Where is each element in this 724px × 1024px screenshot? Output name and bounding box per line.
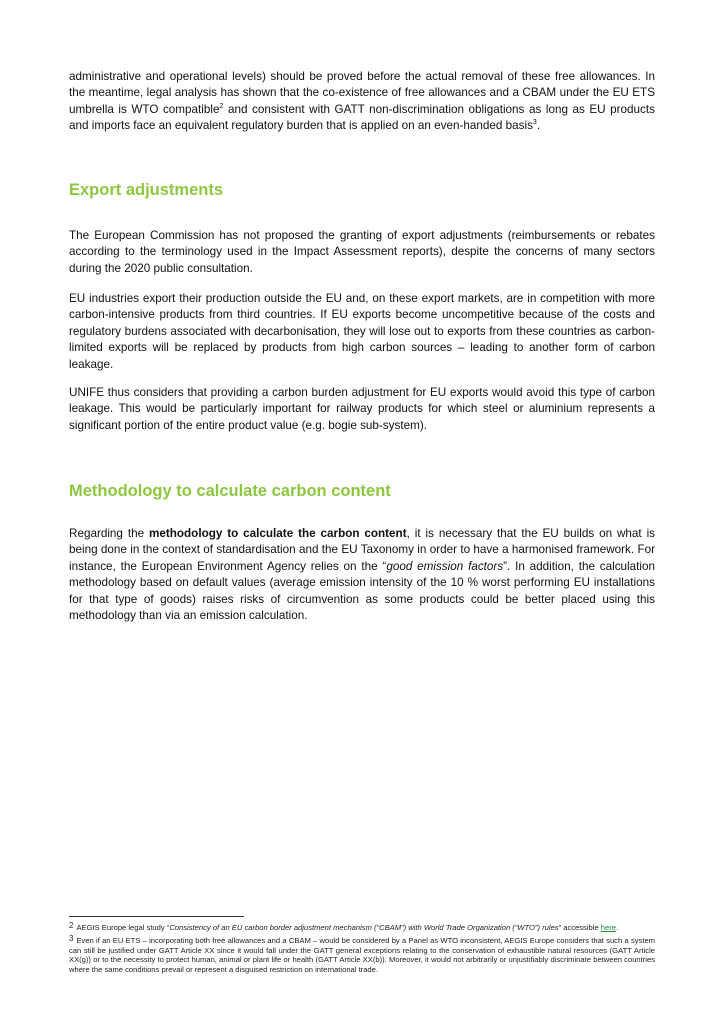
export-adjustments-heading: Export adjustments bbox=[69, 181, 224, 199]
footnote-2-number: 2 bbox=[69, 921, 74, 930]
intro-text-a: administrative and operational levels) should be proved before the actual removal of these free allowances. In the meantime, legal analysis has shown that the co-existence of free allowances and a CBAM under the EU ETS umbrella is WTO compatible bbox=[69, 70, 655, 116]
export-paragraph-2: EU industries export their production outside the EU and, on these export markets, are in competition with more carbon-intensive products from third countries. If EU exports become uncompetitive because of the costs and regulatory burdens associated with decarbonisation, they will lose out to exports from these countries as carbon-limited exports will be replaced by products from high carbon sources – leading to another form of carbon leakage. bbox=[69, 292, 655, 371]
footnote-2-title: Consistency of an EU carbon border adjustment mechanism (“CBAM”) with World Trade Organization (“WTO”) rules bbox=[169, 923, 559, 932]
footnote-ref-3[interactable]: 3 bbox=[532, 119, 537, 127]
intro-text-c: . bbox=[536, 119, 541, 133]
footnote-3-text: Even if an EU ETS – incorporating both free allowances and a CBAM – would be considered by a Panel as WTO inconsistent, AEGIS Europe considers that such a system can still be justified under GATT Article XX since it would fall under the GATT general exceptions relating to the conservation of exhaustible natural resources (GATT Article XX(g)) or to the necessity to protect human, animal or plant life or health (GATT Article XX(b)). Moreover, it would not arbitrarily or unjustifiably discriminate between countries where the same conditions prevail or represent a disguised restriction on international trade. bbox=[69, 935, 655, 975]
intro-text-b: and consistent with GATT non-discrimination obligations as long as EU products and imports face an equivalent regulatory burden that is applied on an even-handed basis bbox=[69, 102, 655, 133]
methodology-text-post: ”. In addition, the calculation methodology based on default values (average emission intensity of the 10 % worst performing EU installations for that type of goods) raises risks of circumvention as some products could be better placed using this methodology than via an emission calculation. bbox=[69, 559, 655, 623]
intro-paragraph bbox=[69, 69, 655, 135]
footnote-2-link[interactable]: here bbox=[600, 923, 616, 932]
footnote-2 bbox=[69, 921, 655, 933]
methodology-text-italic: good emission factors bbox=[386, 559, 504, 573]
footnote-2-text-pre: AEGIS Europe legal study “ bbox=[76, 923, 170, 932]
methodology-heading: Methodology to calculate carbon content bbox=[69, 482, 391, 500]
export-paragraph-3: UNIFE thus considers that providing a carbon burden adjustment for EU exports would avoid this type of carbon leakage. This would be particularly important for railway products for which steel or aluminium represents a significant portion of the entire product value (e.g. bogie sub-system). bbox=[69, 386, 655, 432]
footnote-3 bbox=[69, 934, 655, 975]
footnotes bbox=[69, 921, 655, 976]
footnote-divider bbox=[69, 916, 244, 917]
export-paragraph-1: The European Commission has not proposed the granting of export adjustments (reimbursements or rebates according to the terminology used in the Impact Assessment reports), despite the concerns of many sectors during the 2020 public consultation. bbox=[69, 229, 655, 275]
footnote-2-text-post: ” accessible bbox=[558, 923, 601, 932]
methodology-text-bold: methodology to calculate the carbon content bbox=[148, 527, 407, 540]
methodology-paragraph bbox=[69, 526, 655, 624]
footnote-3-number: 3 bbox=[69, 933, 74, 943]
methodology-text-pre: Regarding the bbox=[69, 527, 149, 540]
methodology-text-mid: , it is necessary that the EU builds on what is being done in the context of standardisation and the EU Taxonomy in order to have a harmonised framework. For instance, the European Environment Agency relies on the “ bbox=[69, 527, 656, 573]
footnote-2-end: . bbox=[616, 923, 619, 932]
footnote-ref-2[interactable]: 2 bbox=[219, 102, 224, 110]
